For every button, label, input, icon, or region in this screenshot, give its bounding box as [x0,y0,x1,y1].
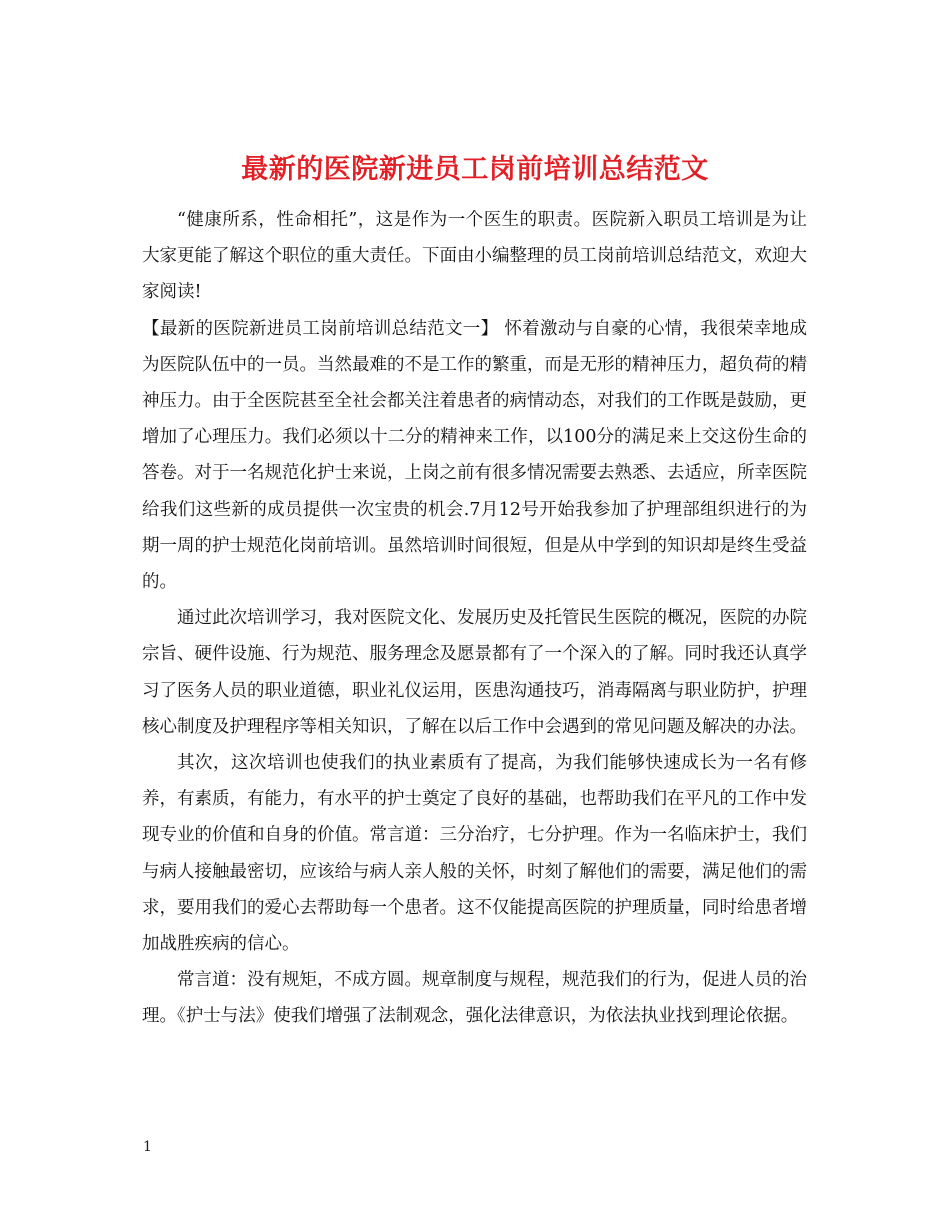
document-title: 最新的医院新进员工岗前培训总结范文 [241,154,709,186]
section-first-text: 怀着激动与自豪的心情，我很荣幸地成为医院队伍中的一员。当然最难的不是工作的繁重，而是无形的精神压力，超负荷的精神压力。由于全医院甚至全社会都关注着患者的病情动态，对我们的工作既是鼓励，更增加了心理压力。我们必须以十二分的精神来工作，以100分的满足来上交这份生命的答卷。对于一名规范化护士来说，上岗之前有很多情况需要去熟悉、去适应，所幸医院给我们这些新的成员提供一次宝贵的机会.7月12号开始我参加了护理部组织进行的为期一周的护士规范化岗前培训。虽然培训时间很短，但是从中学到的知识却是终生受益的。 [142,318,807,593]
body-paragraph-2: 其次，这次培训也使我们的执业素质有了提高，为我们能够快速成长为一名有修养，有素质，有能力，有水平的护士奠定了良好的基础，也帮助我们在平凡的工作中发现专业的价值和自身的价值。常言道：三分治疗，七分护理。作为一名临床护士，我们与病人接触最密切，应该给与病人亲人般的关怀，时刻了解他们的需要，满足他们的需求，要用我们的爱心去帮助每一个患者。这不仅能提高医院的护理质量，同时给患者增加战胜疾病的信心。 [142,753,807,955]
body-paragraph-3: 常言道：没有规矩，不成方圆。规章制度与规程，规范我们的行为，促进人员的治理。《护士与法》使我们增强了法制观念，强化法律意识，为依法执业找到理论依据。 [142,970,807,1027]
section-paragraph [142,311,807,601]
page-number: 1 [143,1139,152,1155]
body-paragraph-1: 通过此次培训学习，我对医院文化、发展历史及托管民生医院的概况，医院的办院宗旨、硬件设施、行为规范、服务理念及愿景都有了一个深入的了解。同时我还认真学习了医务人员的职业道德，职业礼仪运用，医患沟通技巧，消毒隔离与职业防护，护理核心制度及护理程序等相关知识，了解在以后工作中会遇到的常见问题及解决的办法。 [142,608,807,737]
document-body [142,202,807,1035]
intro-paragraph: “健康所系，性命相托”，这是作为一个医生的职责。医院新入职员工培训是为让大家更能了解这个职位的重大责任。下面由小编整理的员工岗前培训总结范文，欢迎大家阅读! [142,210,807,303]
section-heading: 【最新的医院新进员工岗前培训总结范文一】 [142,318,499,339]
